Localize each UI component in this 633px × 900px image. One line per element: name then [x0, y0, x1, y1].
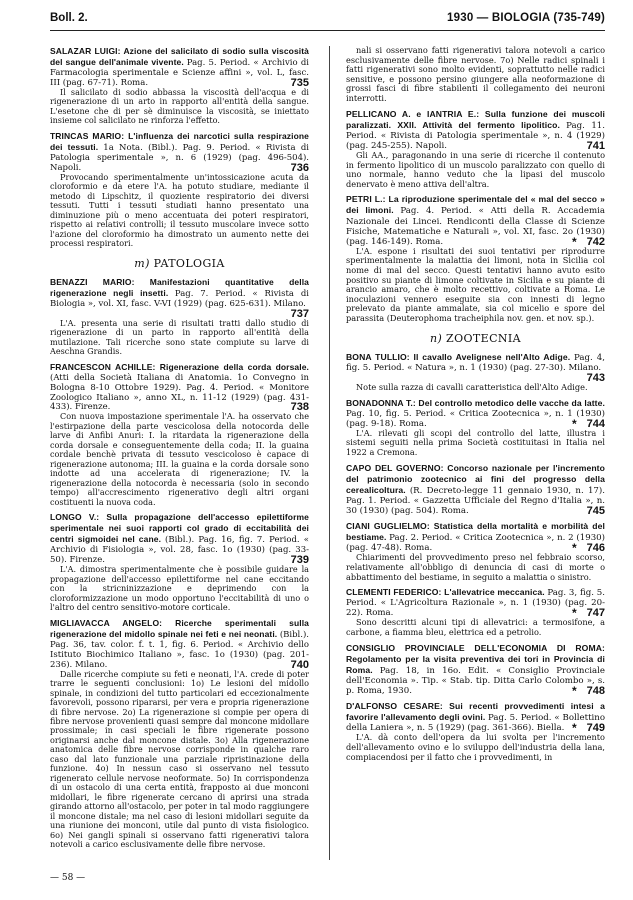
entry-citation: Pag. 18, in 16o. Edit. « Consiglio Provinciale dell'Economia ». Tip. « Stab. tip. Ditta Carlo Colombo », s. p. Roma, 1930. [346, 665, 605, 696]
bibliography-entry [346, 701, 605, 762]
entry-title: CLEMENTI FEDERICO: L'allevatrice meccanica. [346, 587, 548, 598]
entry-citation: Pag. 4. Period. « Atti della R. Accademia Nazionale dei Lincei. Rendiconti della Classe di Scienze Fisiche, Matematiche e Naturali », vol. XI, fasc. 2o (1930) (pag. 146-149). Roma. [346, 206, 605, 247]
entry-abstract: Note sulla razza di cavalli caratteristica dell'Alto Adige. [356, 381, 588, 392]
entry-number: 742 [586, 235, 605, 248]
header-left: Boll. 2. [50, 12, 88, 24]
bibliography-entry [346, 398, 605, 458]
entry-title: CAPO DEL GOVERNO: Concorso nazionale per l'incremento del patrimonio zootecnico ai fini del progresso della cerealicoltura. [346, 462, 605, 495]
bibliography-entry [346, 352, 605, 393]
entry-citation: 1a Nota. (Bibl.). Pag. 9. Period. « Rivista di Patologia sperimentale », n. 6 (1929) (pag. 496-504). Napoli. [50, 142, 309, 173]
left-column [50, 46, 309, 855]
bibliography-entry [346, 521, 605, 582]
entry-star: * [571, 234, 577, 249]
entry-number: 738 [290, 401, 309, 414]
entry-title: CONSIGLIO PROVINCIALE DELL'ECONOMIA DI ROMA: Regolamento per la visita preventiva dei tori in Provincia di Roma. [346, 642, 605, 675]
entry-title: CIANI GUGLIELMO: Statistica della mortalità e morbilità del bestiame. [346, 521, 605, 543]
entry-abstract: Chiarimenti del provvedimento preso nel febbraio scorso, relativamente all'obbligo di denuncia di casi di morte o abbattimento del bestiame, in seguito a malattia o sinistro. [346, 552, 605, 582]
continuation-text: nali si osservano fatti rigenerativi talora notevoli a carico esclusivamente delle fibre nervose. 7o) Nelle radici spinali i fatti rigenerativi sono molto evidenti, soprattutto nelle radici sensitive, e possono persino giungere alla neoformazione di grossi fasci di fibre stabilenti il collegamento dei neuroni interrotti. [346, 46, 605, 103]
entry-citation: (Bibl.). Pag. 36, tav. color. f. t. 1, fig. 6. Period. « Archivio dello Istituto Biochimico Italiano », fasc. 1o (1930) (pag. 201-236). Milano. [50, 629, 309, 670]
bibliography-entry [50, 512, 309, 612]
running-header [50, 12, 605, 28]
section-title: ZOOTECNIA [446, 331, 522, 345]
entry-abstract: Con nuova impostazione sperimentale l'A. ha osservato che l'estirpazione della parte vescicolosa della notocorda delle larve di Anfibi Anuri: I. la ritardata la rigenerazione della corda dorsale e conseguentemente della coda; II. la guaina cordale benchè privata di tessuto vescicoloso è capace di rigenerazione autonoma; III. la guaina e la corda dorsale sono indotte ad una accelerata di rigenerazione; IV. la rigenerazione della notocorda è necessaria (solo in secondo tempo) all'accrescimento rigenerativo degli altri organi costituenti la nuova coda. [50, 411, 309, 507]
entry-citation: Pag. 10, fig. 5. Period. « Critica Zootecnica », n. 1 (1930) (pag. 9-18). Roma. [346, 408, 605, 429]
entry-abstract: L'A. dimostra sperimentalmente che è possibile guidare la propagazione dell'accesso epilettiforme nel cane eccitando con la stricninizzazione e deprimendo con la cloroformizzazione un modo opportuno l'eccitabilità di uno o l'altro del centro sensitivo-motore corticale. [50, 564, 309, 613]
section-title: PATOLOGIA [153, 256, 225, 270]
entry-title: SALAZAR LUIGI: Azione del salicilato di sodio sulla viscosità del sangue dell'animale vivente. [50, 46, 309, 67]
entry-number: 747 [586, 607, 605, 620]
entry-number: 739 [290, 554, 309, 567]
entry-title: MIGLIAVACCA ANGELO: Ricerche sperimentali sulla rigenerazione del midollo spinale nei feti e nei neonati. [50, 617, 309, 639]
bibliography-entry [50, 131, 309, 249]
entry-abstract: L'A. dà conto dell'opera da lui svolta per l'incremento dell'allevamento ovino e lo sviluppo dell'industria della lana, compiacendosi per il fatto che i provvedimenti, in [346, 732, 605, 762]
header-right: 1930 — BIOLOGIA (735-749) [447, 12, 605, 24]
entry-title: BONADONNA T.: Del controllo metodico delle vacche da latte. [346, 397, 605, 408]
entry-number: 748 [586, 684, 605, 697]
header-rule [50, 30, 605, 31]
entry-title: LONGO V.: Sulla propagazione dell'accesso epilettiforme sperimentale nei suoi rapporti col grado di eccitabilità dei centri sigmoidei nel cane. [50, 512, 309, 545]
bibliography-entry [346, 109, 605, 190]
entry-number: 735 [290, 76, 309, 89]
entry-citation: (Atti della Società Italiana di Anatomia. 1o Convegno in Bologna 8-10 Ottobre 1929). Pag. 4. Period. « Monitore Zoologico Italiano », anno XL, n. 11-12 (1929) (pag. 431-433). Firenze. [50, 372, 309, 413]
entry-abstract: L'A. presenta una serie di risultati tratti dallo studio di rigenerazione di un parto in rapporto all'entità della mutilazione. Tali ricerche sono state compiute su larve di Aeschna Grandis. [50, 317, 309, 357]
section-heading [346, 331, 605, 345]
entry-title: PETRI L.: La riproduzione sperimentale del « mal del secco » dei limoni. [346, 194, 605, 216]
entry-citation: Pag. 4, fig. 5. Period. « Natura », n. 1 (1930) (pag. 27-30). Milano. [346, 352, 605, 373]
entry-star: * [571, 721, 577, 736]
entry-title: PELLICANO A. e IANTRIA E.: Sulla funzione dei muscoli paralizzati. XXII. Attività del fermento lipolitico. [346, 108, 605, 130]
entry-title: FRANCESCON ACHILLE: Rigenerazione della corda dorsale. [50, 361, 309, 372]
entry-title: BENAZZI MARIO: Manifestazioni quantitative della rigenerazione negli insetti. [50, 276, 309, 298]
entry-citation: Pag. 7. Period. « Rivista di Biologia », vol. XI, fasc. V-VI (1929) (pag. 625-631). Milano. [50, 288, 309, 309]
bibliography-entry [50, 46, 309, 126]
right-column [346, 46, 605, 767]
section-prefix: m) [134, 256, 154, 270]
entry-abstract: L'A. espone i risultati dei suoi tentativi per riprodurre sperimentalmente la malattia dei limoni, nota in Sicilia col nome di mal del secco. Questi tentativi hanno avuto esito positivo su piante di limone coltivate in Sicilia e su piante di arancio amaro, che è molto recettivo, coltivate a Roma. Le inoculazioni vennero eseguite sia con innesti di legno prelevato da piante ammalate, sia col micelio e spore del parassita (Deuterophoma tracheiphila nov. gen. et nov. sp.). [346, 245, 605, 323]
entry-citation: Pag. 5. Period. « Bollettino della Laniera », n. 5 (1929) (pag. 361-366). Biella. [346, 713, 605, 734]
entry-citation: (Bibl.). Pag. 16, fig. 7. Period. « Archivio di Fisiologia », vol. 28, fasc. 1o (1930) (pag. 33-50). Firenze. [50, 535, 309, 566]
entry-abstract: L'A. rilevati gli scopi del controllo del latte, illustra i sistemi seguiti nella prima Società costituitasi in Italia nel 1922 a Cremona. [346, 427, 605, 457]
entry-title: D'ALFONSO CESARE: Sui recenti provvedimenti intesi a favorire l'allevamento degli ovini. [346, 701, 605, 723]
bibliography-entry [50, 362, 309, 508]
section-heading [50, 256, 309, 270]
continued-abstract [346, 46, 605, 104]
bibliography-entry [50, 277, 309, 357]
section-prefix: n) [429, 331, 447, 345]
bibliography-entry [346, 643, 605, 696]
bibliography-entry [346, 194, 605, 323]
entry-abstract: Dalle ricerche compiute su feti e neonati, l'A. crede di poter trarre le seguenti conclusioni: 1o) Le lesioni del midollo spinale, in condizioni del tutto particolari ed eccezionalmente favorevoli, possono ripararsi, per vera e propria rigenerazione di fibre nervose. 2o) La rigenerazione si compie per opera di fibre nervose provenienti quasi sempre dal moncone midollare prossimale; in casi speciali le fibre rigenerate possono originarsi anche dal moncone distale. 3o) Alla rigenerazione anatomica delle fibre nervose corrisponde in qualche raro caso dal lato funzionale una parziale ripristinazione della funzione. 4o) In nessun caso si osservano nel tessuto rigenerato cellule nervose neoformate. 5o) In corrispondenza di un ostacolo di una certa entità, frapposto ai due monconi midollari, le fibre rigenerate cercano di aprirsi una strada girando attorno all'ostacolo, per poter in tal modo raggiungere il moncone distale; ma nel caso di lesioni midollari seguite da una riunione dei monconi, utile dal punto di vista fisiologico. 6o) Nei gangli spinali si osservano fatti rigenerativi talora notevoli a carico esclusivamente delle fibre nervose. [50, 668, 309, 850]
entry-abstract: Provocando sperimentalmente un'intossicazione acuta da cloroformio e da etere l'A. ha potuto studiare, mediante il metodo di Lipschitz, il quoziente respiratorio dei diversi tessuti. Tutti i tessuti studiati hanno presentato una diminuzione più o meno accentuata dei poteri respiratori, rispetto ai relativi controlli; il tessuto muscolare invece sotto l'azione del cloroformio ha dimostrato un aumento nette dei processi respiratori. [50, 171, 309, 249]
entry-star: * [571, 541, 577, 556]
entry-citation: (R. Decreto-legge 11 gennaio 1930, n. 17). Pag. 1. Period. « Gazzetta Ufficiale del Regno d'Italia », n. 30 (1930) (pag. 504). Roma. [346, 485, 605, 516]
entry-citation: Pag. 11. Period. « Rivista di Patologia sperimentale », n. 4 (1929) (pag. 245-255). Napoli. [346, 120, 605, 151]
entry-abstract: Il salicilato di sodio abbassa la viscosità dell'acqua e di rigenerazione di un arto in rapporto all'entità della sangue. L'esetone che di per sè diminuisce la viscosità, se iniettato insieme col salicilato ne rinforza l'effetto. [50, 86, 309, 126]
entry-number: 749 [586, 722, 605, 735]
entry-number: 740 [290, 658, 309, 671]
entry-number: 745 [586, 504, 605, 517]
entry-abstract: Sono descritti alcuni tipi di allevatrici: a termosifone, a carbone, a fiamma bleu, elettrica ed a petrolio. [346, 617, 605, 637]
entry-star: * [571, 606, 577, 621]
entry-number: 741 [586, 139, 605, 152]
bibliography-entry [346, 463, 605, 516]
entry-number: 737 [290, 307, 309, 320]
entry-star: * [571, 683, 577, 698]
entry-number: 743 [586, 371, 605, 384]
entry-citation: Pag. 5. Period. « Archivio di Farmacologia sperimentale e Scienze affini », vol. L, fasc. III (pag. 67-71). Roma. [50, 57, 309, 88]
entry-citation: Pag. 3, fig. 5. Period. « L'Agricoltura Razionale », n. 1 (1930) (pag. 20-22). Roma. [346, 588, 605, 619]
entry-abstract: Gli AA., paragonando in una serie di ricerche il contenuto in fermento lipolitico di un muscolo paralizzato con quello di uno normale, hanno veduto che la lipasi del muscolo denervato è meno attiva dell'altra. [346, 149, 605, 189]
entry-title: BONA TULLIO: Il cavallo Avelignese nell'Alto Adige. [346, 351, 575, 362]
entry-citation: Pag. 2. Period. « Critica Zootecnica », n. 2 (1930) (pag. 47-48). Roma. [346, 533, 605, 554]
entry-star: * [571, 416, 577, 431]
bibliography-entry [346, 587, 605, 637]
entry-title: TRINCAS MARIO: L'influenza dei narcotici sulla respirazione dei tessuti. [50, 130, 309, 152]
bibliography-entry [50, 618, 309, 850]
column-divider [329, 46, 330, 860]
entry-number: 744 [586, 417, 605, 430]
entry-number: 736 [290, 161, 309, 174]
page-number: — 58 — [50, 873, 86, 883]
entry-number: 746 [586, 542, 605, 555]
